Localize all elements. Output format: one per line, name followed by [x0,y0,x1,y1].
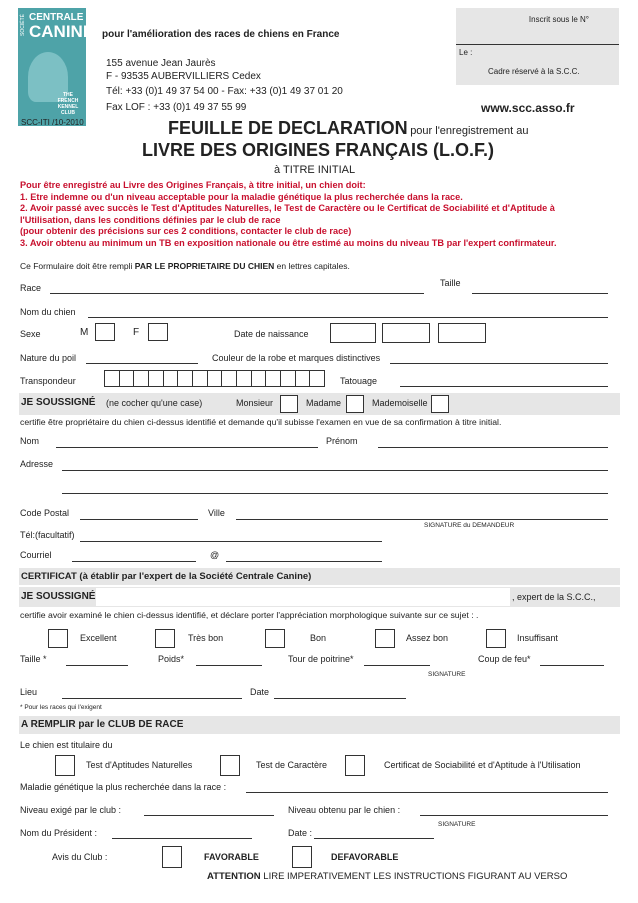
avis-label: Avis du Club : [52,852,108,862]
president-field[interactable] [112,838,252,839]
adresse-label: Adresse [20,459,54,469]
birth-day-box[interactable] [330,323,376,343]
tour-poitrine-label: Tour de poitrine* [288,654,354,664]
coup-de-feu-field[interactable] [540,665,604,666]
address-line2: F - 93535 AUBERVILLIERS Cedex [106,71,261,82]
title-line3: à TITRE INITIAL [274,164,356,176]
titulaire-label: Le chien est titulaire du [20,740,113,750]
defavorable-label: DEFAVORABLE [331,852,399,862]
madame-label: Madame [306,398,342,408]
address-line1: 155 avenue Jean Jaurès [106,58,216,69]
tatouage-field[interactable] [400,386,608,387]
je-soussigne-owner: JE SOUSSIGNÉ [21,397,96,408]
footer-attention: ATTENTION [207,871,261,882]
owner-prenom-label: Prénom [326,436,358,446]
monsieur-checkbox[interactable] [280,395,298,413]
bon-checkbox[interactable] [265,629,285,648]
inscrit-label: Inscrit sous le N° [528,15,589,24]
title-line1-suffix: pour l'enregistrement au [410,125,529,137]
transpondeur-label: Transpondeur [20,376,76,386]
nom-chien-label: Nom du chien [20,307,76,317]
owner-nom-label: Nom [20,436,40,446]
footer-text: LIRE IMPERATIVEMENT LES INSTRUCTIONS FIGURANT AU VERSO [263,871,568,882]
race-field[interactable] [50,293,424,294]
nature-poil-field[interactable] [86,363,198,364]
certificat-title: CERTIFICAT (à établir par l'expert de la Société Centrale Canine) [21,571,312,582]
sexe-m-label: M [80,327,89,338]
instruction-prefix: Ce Formulaire doit être rempli [20,261,135,271]
niveau-obtenu-field[interactable] [420,815,608,816]
tc-label: Test de Caractère [256,760,328,770]
defavorable-checkbox[interactable] [292,846,312,868]
csau-label: Certificat de Sociabilité et d'Aptitude à l'Utilisation [384,760,581,770]
tour-poitrine-field[interactable] [364,665,430,666]
tan-label: Test d'Aptitudes Naturelles [86,760,193,770]
tc-checkbox[interactable] [220,755,240,776]
condition-intro: Pour être enregistré au Livre des Origines Français, à titre initial, un chien doit: [20,180,366,190]
adresse-field-2[interactable] [62,493,608,494]
assez-bon-label: Assez bon [406,633,449,643]
instruction-bold: PAR LE PROPRIETAIRE DU CHIEN [134,261,275,271]
courriel-domain-field[interactable] [226,561,382,562]
poids-label: Poids* [158,654,185,664]
logo-name2: CANINE [29,22,95,41]
courriel-user-field[interactable] [72,561,196,562]
tel-field[interactable] [80,541,382,542]
birth-month-box[interactable] [382,323,430,343]
fax-lof: Fax LOF : +33 (0)1 49 37 55 99 [106,102,247,113]
condition-2-cont: l'Utilisation, dans les conditions définies par le club de race [20,214,281,225]
tres-bon-label: Très bon [188,633,224,643]
website[interactable]: www.scc.asso.fr [481,101,575,115]
race-label: Race [20,283,42,293]
insuffisant-checkbox[interactable] [486,629,506,648]
couleur-field[interactable] [390,363,608,364]
birth-year-box[interactable] [438,323,486,343]
tres-bon-checkbox[interactable] [155,629,175,648]
condition-3: 3. Avoir obtenu au minimum un TB en exposition nationale ou être estimé au moins du niveau TB par l'expert confirmateur. [20,237,557,248]
owner-certify: certifie être propriétaire du chien ci-dessus identifié et demande qu'il subisse l'examen en vue de sa confirmation à titre initial. [20,417,502,427]
coup-de-feu-label: Coup de feu* [478,654,531,664]
niveau-exige-label: Niveau exigé par le club : [20,805,122,815]
favorable-checkbox[interactable] [162,846,182,868]
instruction [20,261,350,271]
title-line1: FEUILLE DE DECLARATION [168,118,408,138]
code-postal-label: Code Postal [20,508,70,518]
condition-2: 2. Avoir passé avec succès le Test d'Aptitudes Naturelles, le Test de Caractère ou le Certificat de Sociabilité et d'Aptitude à [20,203,555,214]
owner-nom-field[interactable] [56,447,318,448]
je-soussigne-expert: JE SOUSSIGNÉ [21,591,96,602]
code-postal-field[interactable] [80,519,198,520]
bon-label: Bon [310,633,327,643]
at-sign: @ [210,550,220,560]
csau-checkbox[interactable] [345,755,365,776]
poids-field[interactable] [196,665,262,666]
expert-name-field[interactable] [96,588,510,606]
signature-club-label: SIGNATURE [438,821,476,828]
mademoiselle-checkbox[interactable] [431,395,449,413]
phone: Tél: +33 (0)1 49 37 54 00 - Fax: +33 (0)1 49 37 01 20 [106,86,343,97]
sexe-label: Sexe [20,329,41,339]
niveau-exige-field[interactable] [144,815,274,816]
monsieur-label: Monsieur [236,398,274,408]
logo-club: THE FRENCH KENNEL CLUB [57,92,79,116]
sexe-m-checkbox[interactable] [95,323,115,341]
logo-name1: CENTRALE [29,12,84,23]
owner-hint: (ne cocher qu'une case) [106,398,203,408]
couleur-label: Couleur de la robe et marques distinctives [212,353,381,363]
reserved-box [456,8,619,85]
date-club-label: Date : [288,828,313,838]
tatouage-label: Tatouage [340,376,378,386]
ville-field[interactable] [236,519,608,520]
footer [207,871,567,882]
nature-poil-label: Nature du poil [20,353,77,363]
ville-label: Ville [208,508,225,518]
signature-expert-label: SIGNATURE [428,671,466,678]
instruction-suffix: en lettres capitales. [274,261,350,271]
date-naissance-label: Date de naissance [234,329,309,339]
transpondeur-boxes[interactable] [104,370,325,387]
maladie-label: Maladie génétique la plus recherchée dans la race : [20,782,227,792]
date-expert-field[interactable] [274,698,406,699]
madame-checkbox[interactable] [346,395,364,413]
date-expert-label: Date [250,687,270,697]
taille-field[interactable] [472,293,608,294]
owner-prenom-field[interactable] [378,447,608,448]
mademoiselle-label: Mademoiselle [372,398,428,408]
form-ref: SCC-ITI /10-2010 [21,118,84,127]
tel-label: Tél:(facultatif) [20,530,75,540]
sexe-f-label: F [133,327,140,338]
signature-demandeur-label: SIGNATURE du DEMANDEUR [424,522,515,529]
taille-expert-field[interactable] [66,665,128,666]
conditions [20,180,625,250]
expert-certify: certifie avoir examiné le chien ci-dessus identifié, et déclare porter l'appréciation morphologique suivante sur ce sujet : . [20,610,479,620]
president-label: Nom du Président : [20,828,98,838]
taille-expert-label: Taille * [20,654,47,664]
title-line2: LIVRE DES ORIGINES FRANÇAIS (L.O.F.) [142,140,495,160]
condition-2-note: (pour obtenir des précisions sur ces 2 conditions, contacter le club de race) [20,226,352,237]
scc-logo [18,8,95,126]
adresse-field-1[interactable] [62,470,608,471]
courriel-label: Courriel [20,550,52,560]
nom-chien-field[interactable] [88,317,608,318]
lieu-field[interactable] [62,698,242,699]
club-title: A REMPLIR par le CLUB DE RACE [21,719,184,730]
condition-1: 1. Etre indemne ou d'un niveau acceptable pour la maladie génétique la plus recherchée dans la race. [20,191,463,202]
races-note: * Pour les races qui l'exigent [20,704,102,711]
logo-top: SOCIÉTÉ [20,14,26,36]
lieu-label: Lieu [20,687,38,697]
title-line1-wrap [168,118,528,139]
tan-checkbox[interactable] [55,755,75,776]
maladie-field[interactable] [246,792,608,793]
favorable-label: FAVORABLE [204,852,259,862]
insuffisant-label: Insuffisant [517,633,558,643]
taille-label: Taille [440,278,461,288]
sexe-f-checkbox[interactable] [148,323,168,341]
niveau-obtenu-label: Niveau obtenu par le chien : [288,805,401,815]
excellent-label: Excellent [80,633,117,643]
excellent-checkbox[interactable] [48,629,68,648]
reserved-label: Cadre réservé à la S.C.C. [488,67,580,76]
tagline: pour l'amélioration des races de chiens en France [102,29,340,40]
inscrit-line [456,44,619,45]
assez-bon-checkbox[interactable] [375,629,395,648]
le-label: Le : [459,48,473,57]
expert-suffix: , expert de la S.C.C., [512,592,596,602]
date-club-field[interactable] [314,838,434,839]
